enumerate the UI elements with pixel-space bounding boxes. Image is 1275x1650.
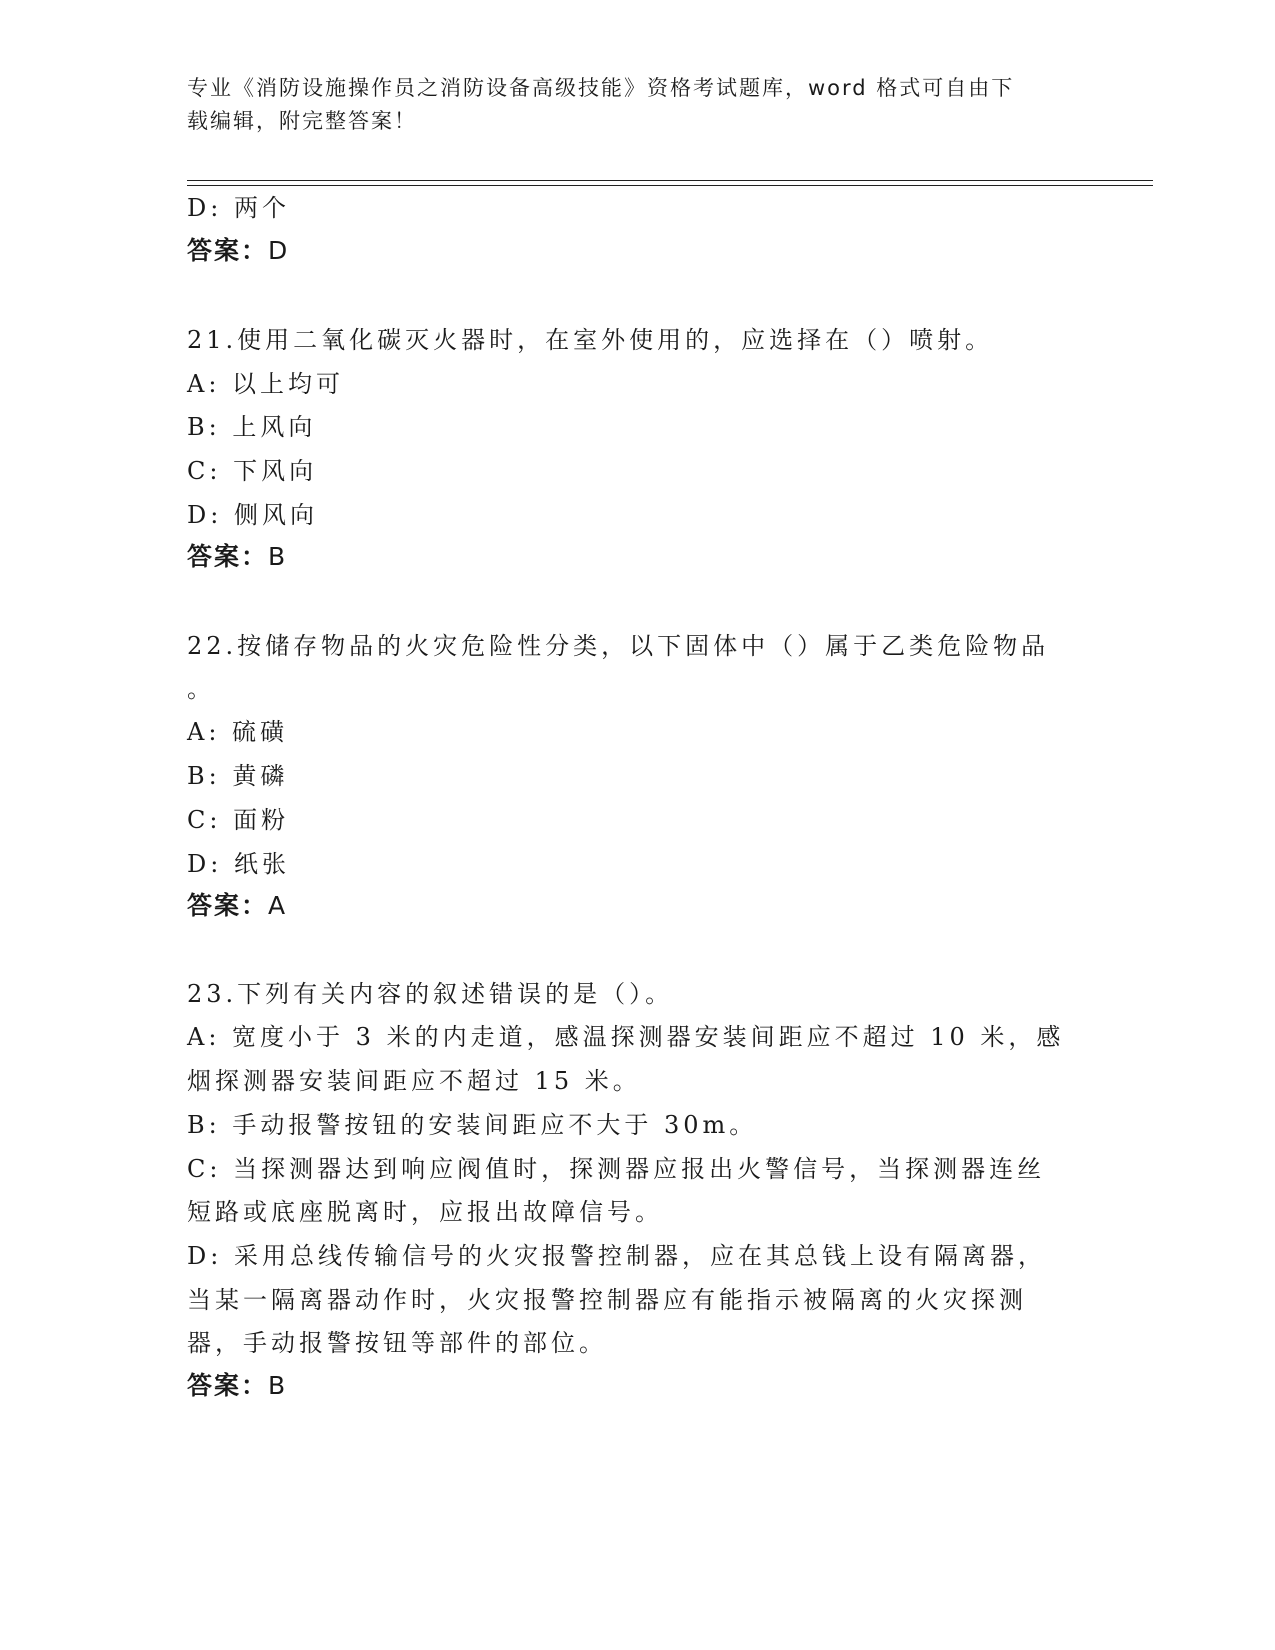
question-21-option-a: A: 以上均可 xyxy=(187,370,345,398)
header-divider-top xyxy=(187,180,1153,181)
answer-value: B xyxy=(268,542,288,571)
question-22-option-a: A: 硫磺 xyxy=(187,718,289,746)
question-22-option-b: B: 黄磷 xyxy=(187,762,289,790)
question-23-answer xyxy=(187,1371,287,1401)
answer-value: B xyxy=(268,1371,288,1400)
question-22-text-line-1: 22.按储存物品的火灾危险性分类，以下固体中（）属于乙类危险物品 xyxy=(187,632,1050,660)
question-23-option-d-line-3: 器，手动报警按钮等部件的部位。 xyxy=(187,1329,607,1357)
question-21-answer xyxy=(187,542,287,572)
answer-label: 答案： xyxy=(187,1371,269,1400)
header-line-2: 载编辑，附完整答案！ xyxy=(187,109,417,133)
answer-value: D xyxy=(268,236,290,265)
question-23-option-a-line-2: 烟探测器安装间距应不超过 15 米。 xyxy=(187,1067,641,1095)
question-21-text: 21.使用二氧化碳灭火器时，在室外使用的，应选择在（）喷射。 xyxy=(187,326,994,354)
question-21-option-b: B: 上风向 xyxy=(187,413,317,441)
question-21-option-c: C: 下风向 xyxy=(187,457,318,485)
prev-answer xyxy=(187,236,289,266)
answer-label: 答案： xyxy=(187,236,269,265)
question-23-text: 23.下列有关内容的叙述错误的是（）。 xyxy=(187,980,674,1008)
question-23-option-a-line-1: A: 宽度小于 3 米的内走道，感温探测器安装间距应不超过 10 米，感 xyxy=(187,1023,1065,1051)
header-divider-bottom xyxy=(187,185,1153,186)
question-22-option-c: C: 面粉 xyxy=(187,806,290,834)
question-22-answer xyxy=(187,891,287,921)
prev-option-d: D: 两个 xyxy=(187,194,290,222)
question-23-option-c-line-2: 短路或底座脱离时，应报出故障信号。 xyxy=(187,1198,663,1226)
answer-value: A xyxy=(268,891,288,920)
question-21-option-d: D: 侧风向 xyxy=(187,501,318,529)
question-22-option-d: D: 纸张 xyxy=(187,850,290,878)
question-23-option-b: B: 手动报警按钮的安装间距应不大于 30m。 xyxy=(187,1111,758,1139)
question-22-text-line-2: 。 xyxy=(187,675,215,703)
question-23-option-d-line-2: 当某一隔离器动作时，火灾报警控制器应有能指示被隔离的火灾探测 xyxy=(187,1286,1027,1314)
document-header xyxy=(187,72,1067,138)
answer-label: 答案： xyxy=(187,891,269,920)
question-23-option-d-line-1: D: 采用总线传输信号的火灾报警控制器，应在其总钱上设有隔离器， xyxy=(187,1242,1046,1270)
answer-label: 答案： xyxy=(187,542,269,571)
header-line-1: 专业《消防设施操作员之消防设备高级技能》资格考试题库，word 格式可自由下 xyxy=(187,76,1015,100)
question-23-option-c-line-1: C: 当探测器达到响应阀值时，探测器应报出火警信号，当探测器连丝 xyxy=(187,1155,1046,1183)
